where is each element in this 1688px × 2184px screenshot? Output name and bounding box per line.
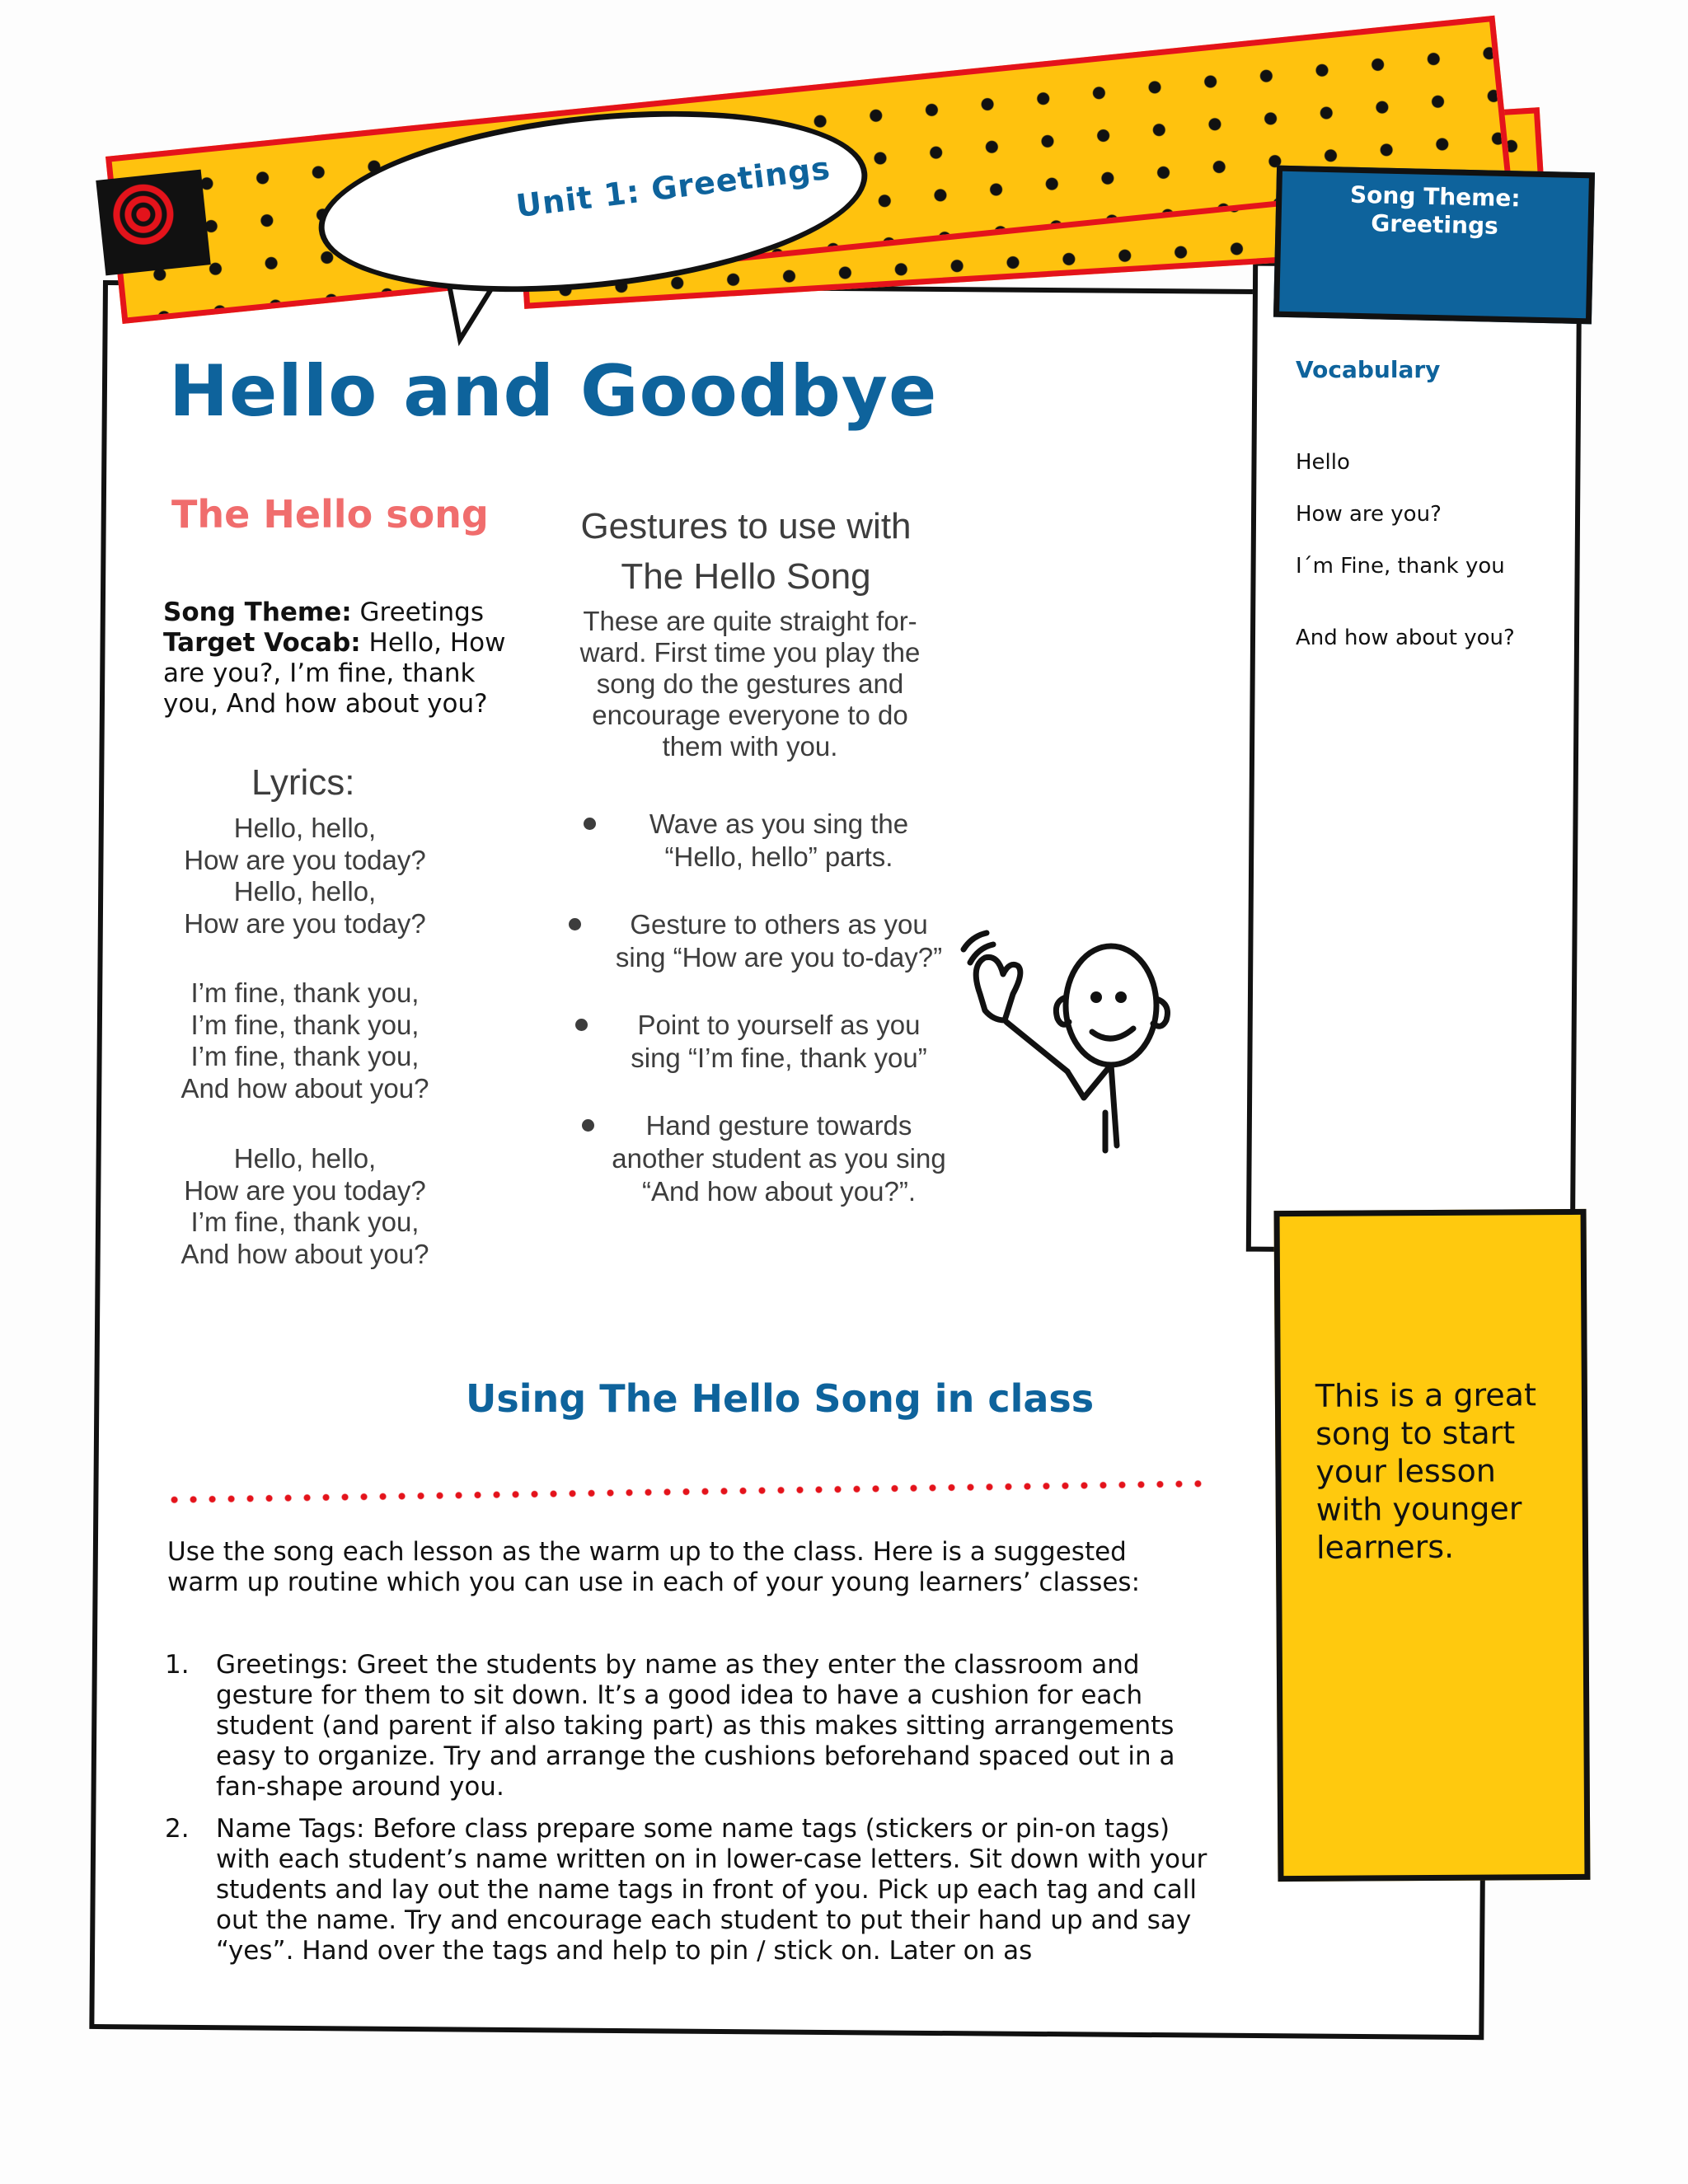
lyric-line: Hello, hello, [233, 813, 377, 843]
target-vocab-label: Target Vocab: [163, 628, 361, 658]
gestures-title [544, 501, 948, 602]
tip-text: This is a great song to start your lesson with younger learners. [1315, 1376, 1537, 1566]
lyric-line: Hello, hello, [233, 876, 377, 907]
page-title: Hello and Goodbye [169, 350, 938, 433]
gestures-title-line1: Gestures to use with [580, 506, 912, 546]
target-vocab-value: Hello, How are you?, I’m fine, thank you, And how about you? [163, 628, 506, 719]
gesture-text: Gesture to others as you sing “How are you to-day?” [615, 909, 943, 972]
lyrics-stanza [157, 1143, 453, 1270]
step-item [165, 1650, 1212, 1802]
song-meta [163, 598, 526, 719]
lyric-line: I’m fine, thank you, [190, 1041, 420, 1071]
lyric-line: And how about you? [181, 1072, 429, 1104]
gesture-item [569, 908, 956, 974]
gestures-intro: These are quite straight for-ward. First time you play the song do the gestures and encourage everyone to do them with you. [579, 606, 921, 762]
gesture-item [569, 1009, 956, 1075]
vocab-item: I´m Fine, thank you [1296, 554, 1505, 579]
steps-list [165, 1650, 1212, 1978]
gesture-text: Wave as you sing the “Hello, hello” parts. [649, 808, 909, 872]
song-theme-value: Greetings [359, 598, 484, 627]
gesture-text: Hand gesture towards another student as you sing “And how about you?”. [612, 1110, 946, 1207]
song-theme-label: Song Theme: [163, 598, 352, 627]
lyrics-title: Lyrics: [251, 762, 355, 803]
step-item [165, 1814, 1212, 1966]
vocabulary-title: Vocabulary [1296, 356, 1441, 383]
bullet-icon [569, 918, 581, 930]
lyric-line: I’m fine, thank you, [190, 977, 420, 1008]
bullet-icon [584, 818, 596, 830]
lyric-line: I’m fine, thank you, [190, 1009, 420, 1040]
theme-box-line1: Song Theme: [1349, 180, 1521, 213]
tip-box [1274, 1209, 1591, 1882]
song-title: The Hello song [171, 492, 489, 537]
vocab-item: Hello [1296, 450, 1350, 475]
vocab-item: And how about you? [1296, 626, 1515, 650]
lyric-line: How are you today? [184, 907, 426, 939]
step-number: 2. [165, 1814, 190, 1844]
lyric-line: How are you today? [184, 1174, 426, 1206]
usage-intro: Use the song each lesson as the warm up to the class. Here is a suggested warm up routine which you can use in each of your young learners’ classes: [167, 1537, 1141, 1597]
section-title: Using The Hello Song in class [466, 1376, 1095, 1421]
gestures-list [569, 808, 956, 1243]
gesture-item [569, 808, 956, 874]
bullet-icon [575, 1019, 588, 1031]
lyrics-stanza [157, 977, 453, 1104]
gesture-text: Point to yourself as you sing “I’m fine, thank you” [631, 1010, 927, 1073]
stick-figure-waving-icon [960, 915, 1207, 1162]
vocabulary-list [1296, 448, 1559, 675]
bullet-icon [582, 1119, 594, 1132]
step-text: Greetings: Greet the students by name as they enter the classroom and gesture for them to sit down. It’s a good idea to have a cushion for each student (and parent if also taking part) as this makes sitting arrangements easy to organize. Try and arrange the cushions beforehand spaced out in a fan-shape around you. [216, 1650, 1175, 1802]
step-text: Name Tags: Before class prepare some name tags (stickers or pin-on tags) with each student’s name written on in lower-case letters. Sit down with your students and lay out the name tags in front of you. Pick up each tag and call out the name. Try and encourage each student to put their hand up and say “yes”. Hand over the tags and help to pin / stick on. Later on as [216, 1814, 1207, 1966]
theme-box-line2: Greetings [1370, 209, 1499, 240]
lyrics-stanza [157, 813, 453, 940]
unit-label: Unit 1: Greetings [513, 149, 832, 225]
lyric-line: How are you today? [184, 844, 426, 875]
step-number: 1. [165, 1650, 190, 1680]
lyric-line: Hello, hello, [233, 1143, 377, 1174]
vocabulary-panel [1246, 261, 1582, 1254]
gestures-title-line2: The Hello Song [621, 556, 871, 597]
lyric-line: I’m fine, thank you, [190, 1207, 420, 1237]
target-icon [96, 170, 210, 276]
lyrics [157, 813, 453, 1308]
song-theme-box [1273, 166, 1595, 325]
gesture-item [569, 1109, 956, 1208]
lyric-line: And how about you? [181, 1238, 429, 1269]
vocab-item: How are you? [1296, 502, 1442, 527]
